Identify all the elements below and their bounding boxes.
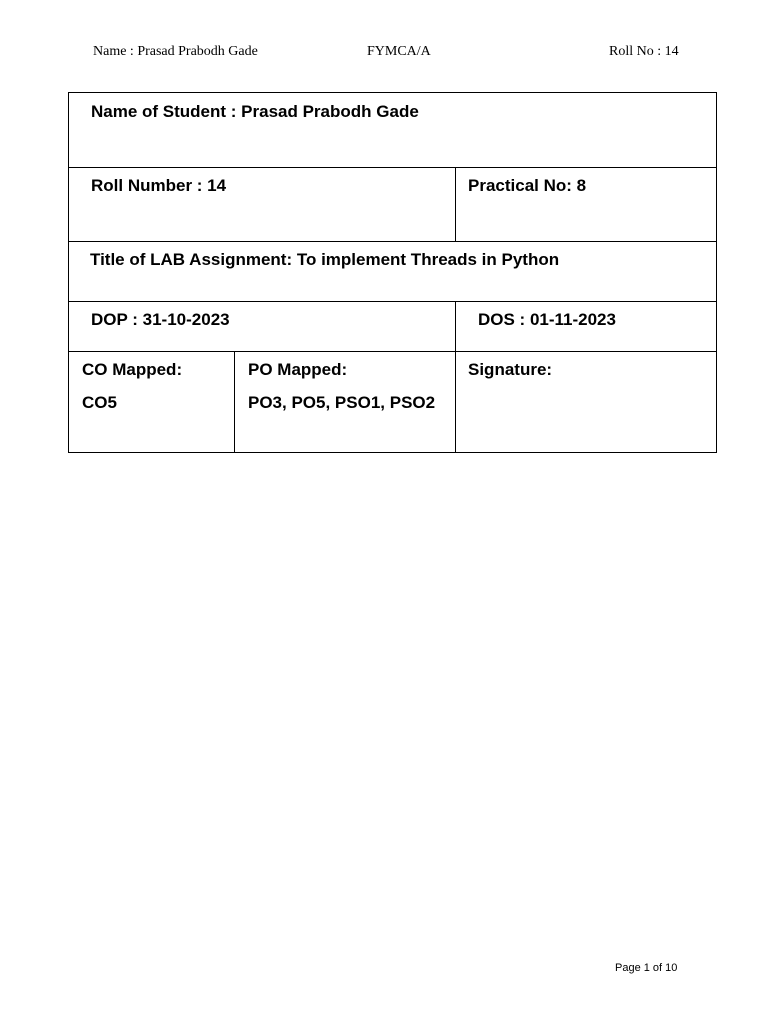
cell-po-mapped: [234, 351, 456, 453]
co-mapped-value: CO5: [82, 393, 117, 412]
lab-title-text: Title of LAB Assignment: To implement Threads in Python: [90, 250, 560, 269]
cell-dop: [68, 301, 456, 352]
dop-text: DOP : 31-10-2023: [91, 310, 230, 329]
cell-co-mapped: [68, 351, 235, 453]
practical-no-text: Practical No: 8: [468, 176, 587, 195]
cell-student-name: [68, 92, 717, 168]
cell-practical-no: [455, 167, 717, 242]
cell-signature: [455, 351, 717, 453]
po-mapped-label: PO Mapped:: [248, 360, 348, 379]
cover-table: [69, 93, 718, 454]
page-number: Page 1 of 10: [615, 962, 678, 974]
roll-number-text: Roll Number : 14: [91, 176, 227, 195]
cell-lab-title: [68, 241, 717, 302]
student-name-text: Name of Student : Prasad Prabodh Gade: [91, 102, 419, 121]
cell-dos: [455, 301, 717, 352]
co-mapped-label: CO Mapped:: [82, 360, 183, 379]
signature-label: Signature:: [468, 360, 553, 379]
dos-text: DOS : 01-11-2023: [478, 310, 616, 329]
header-student-name: Name : Prasad Prabodh Gade: [93, 44, 258, 59]
header-roll-no: Roll No : 14: [609, 44, 679, 59]
header-class: FYMCA/A: [367, 44, 431, 59]
cell-roll-number: [68, 167, 456, 242]
page-header: [0, 44, 768, 66]
po-mapped-value: PO3, PO5, PSO1, PSO2: [248, 393, 436, 412]
